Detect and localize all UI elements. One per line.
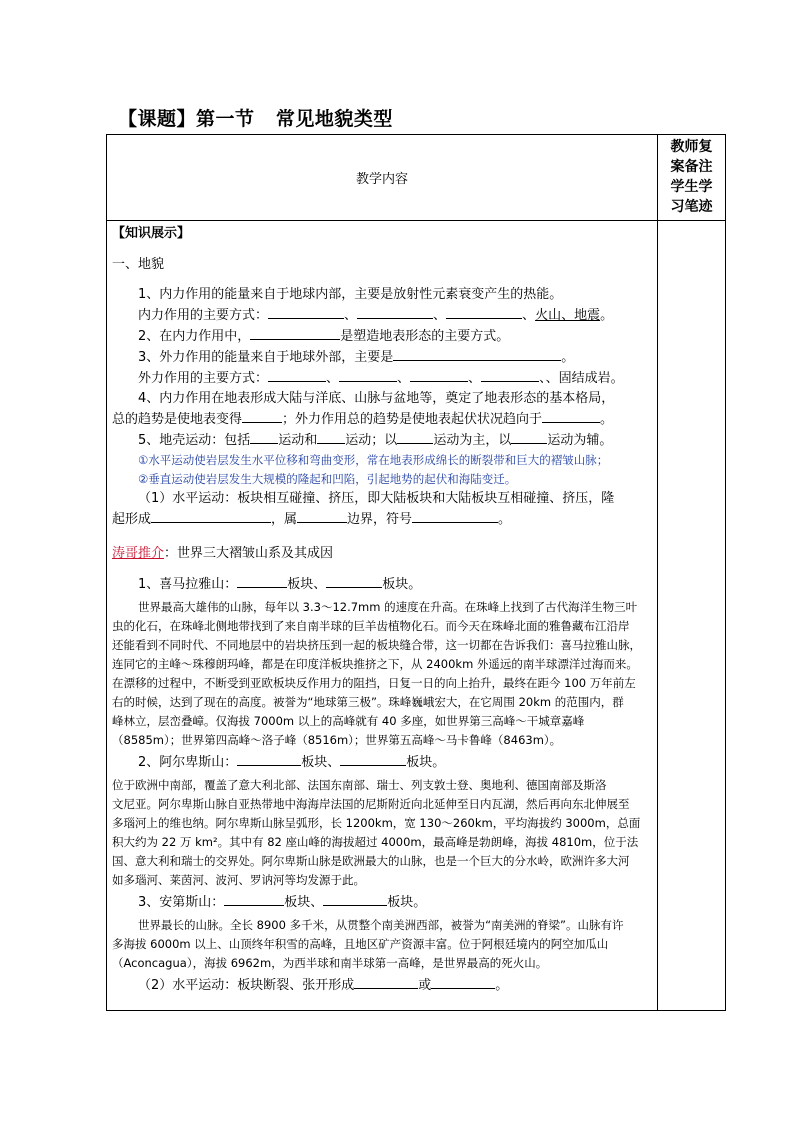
recommendation: 涛哥推介：世界三大褶皱山系及其成因 [112, 546, 334, 561]
item-3: 3、外力作用的能量来自于地球外部，主要是 。 [112, 347, 652, 368]
header-main-label: 教学内容 [355, 172, 408, 187]
column-divider [657, 135, 658, 1010]
text-line: 右的时候，达到了现在的高度。被誉为“地球第三极”。珠峰巍峨宏大，在它周围 20km 的范围内，群 [112, 695, 624, 709]
header-teaching-content [107, 135, 657, 220]
text-line: 如多瑙河、莱茵河、波河、罗讷河等均发源于此。 [112, 873, 365, 887]
note-horizontal-motion: ①水平运动使岩层发生水平位移和弯曲变形，常在地表形成绵长的断裂带和巨大的褶皱山脉； [138, 453, 609, 467]
text-line: 积大约为 22 万 km²。其中有 82 座山峰的海拔超过 4000m，最高峰是勃朗峰，海拔 4810m，位于法 [112, 835, 639, 849]
text-line: （Aconcagua），海拔 6962m，为西半球和南半球第一高峰，是世界最高的死火山。 [112, 956, 548, 970]
header-notes-line: 习笔迹 [670, 199, 713, 215]
row-divider [107, 220, 725, 221]
himalaya-heading: 1、喜马拉雅山： 板块、 板块。 [112, 574, 652, 595]
andes-text [112, 916, 652, 973]
text-line: 世界最长的山脉。全长 8900 多千米，从贯整个南美洲西部，被誉为“南美洲的脊梁”。山脉有许 [138, 918, 624, 932]
volcano-earthquake: 火山、地震 [535, 308, 601, 323]
item-2: 2、在内力作用中， 是塑造地表形态的主要方式。 [112, 326, 652, 347]
section-heading: 【知识展示】 [112, 226, 191, 241]
lesson-title: 【课题】第一节 常见地貌类型 [118, 108, 393, 130]
item-5: 5、地壳运动：包括 运动和 运动；以 运动为主，以 运动为辅。 [112, 430, 652, 451]
andes-heading: 3、安第斯山： 板块、 板块。 [112, 892, 652, 913]
header-notes-line: 学生学 [670, 179, 713, 195]
text-line: 在漂移的过程中，不断受到亚欧板块反作用力的阻挡，日复一日的向上抬升，最终在距今 100 万年前左 [112, 676, 636, 690]
text-line: 多海拔 6000m 以上、山顶终年积雪的高峰，且地区矿产资源丰富。位于阿根廷境内的阿空加瓜山 [112, 937, 609, 951]
item-3-modes: 外力作用的主要方式： 、 、 、 、、固结成岩。 [112, 368, 652, 389]
text-line: （8585m）；世界第四高峰～洛子峰（8516m）；世界第五高峰～马卡鲁峰（8463m）。 [112, 733, 562, 747]
horizontal-collision-cont: 起形成 ，属 边界，符号 。 [112, 509, 652, 530]
note-vertical-motion: ②垂直运动使岩层发生大规模的隆起和凹陷，引起地势的起伏和海陆变迁。 [138, 472, 517, 486]
header-notes-line: 教师复 [670, 139, 713, 155]
text-line: 峰林立，层峦叠嶂。仅海拔 7000m 以上的高峰就有 40 多座，如世界第三高峰～干城章嘉峰 [112, 714, 585, 728]
text-line: 还能看到不同时代、不同地层中的岩块挤压到一起的板块缝合带，这一切都在告诉我们：喜马拉雅山脉， [112, 638, 641, 652]
horizontal-collision: （1）水平运动：板块相互碰撞、挤压，即大陆板块和大陆板块互相碰撞、挤压，隆 [138, 491, 615, 506]
text-line: 位于欧洲中南部，覆盖了意大利北部、法国东南部、瑞士、列支敦士登、奥地利、德国南部及斯洛 [112, 778, 607, 792]
alps-text [112, 776, 652, 890]
content-body [112, 223, 652, 996]
header-notes [658, 137, 725, 217]
item-1: 1、内力作用的能量来自于地球内部，主要是放射性元素衰变产生的热能。 [138, 287, 563, 302]
header-notes-line: 案备注 [670, 159, 713, 175]
horizontal-rift: （2）水平运动：板块断裂、张开形成 或 。 [112, 975, 652, 996]
subsection-heading: 一、地貌 [112, 257, 165, 272]
alps-heading: 2、阿尔卑斯山： 板块、 板块。 [112, 752, 652, 773]
item-1-modes: 内力作用的主要方式： 、 、 、火山、地震。 [112, 305, 652, 326]
himalaya-text [112, 598, 652, 750]
text-line: 多瑙河上的维也纳。阿尔卑斯山脉呈弧形，长 1200km，宽 130～260km，平均海拔约 3000m，总面 [112, 816, 641, 830]
text-line: 文尼亚。阿尔卑斯山脉自亚热带地中海海岸法国的尼斯附近向北延伸至日内瓦湖，然后再向东北伸展至 [112, 797, 630, 811]
item-4: 4、内力作用在地表形成大陆与洋底、山脉与盆地等，奠定了地表形态的基本格局， [138, 391, 615, 406]
text-line: 国、意大利和瑞士的交界处。阿尔卑斯山脉是欧洲最大的山脉，也是一个巨大的分水岭，欧洲许多大河 [112, 854, 630, 868]
lesson-table [106, 134, 726, 1011]
recommendation-label: 涛哥推介 [112, 546, 165, 561]
item-4-cont: 总的趋势是使地表变得 ；外力作用总的趋势是使地表起伏状况趋向于 。 [112, 409, 652, 430]
text-line: 连同它的主峰～珠穆朗玛峰，都是在印度洋板块推挤之下，从 2400km 外遥远的南半球漂洋过海而来。 [112, 657, 638, 671]
text-line: 世界最高大雄伟的山脉，每年以 3.3～12.7mm 的速度在升高。在珠峰上找到了古代海洋生物三叶 [138, 600, 638, 614]
text-line: 虫的化石，在珠峰北侧地带找到了来自南半球的巨羊齿植物化石。而今天在珠峰北面的雅鲁藏布江沿岸 [112, 619, 630, 633]
